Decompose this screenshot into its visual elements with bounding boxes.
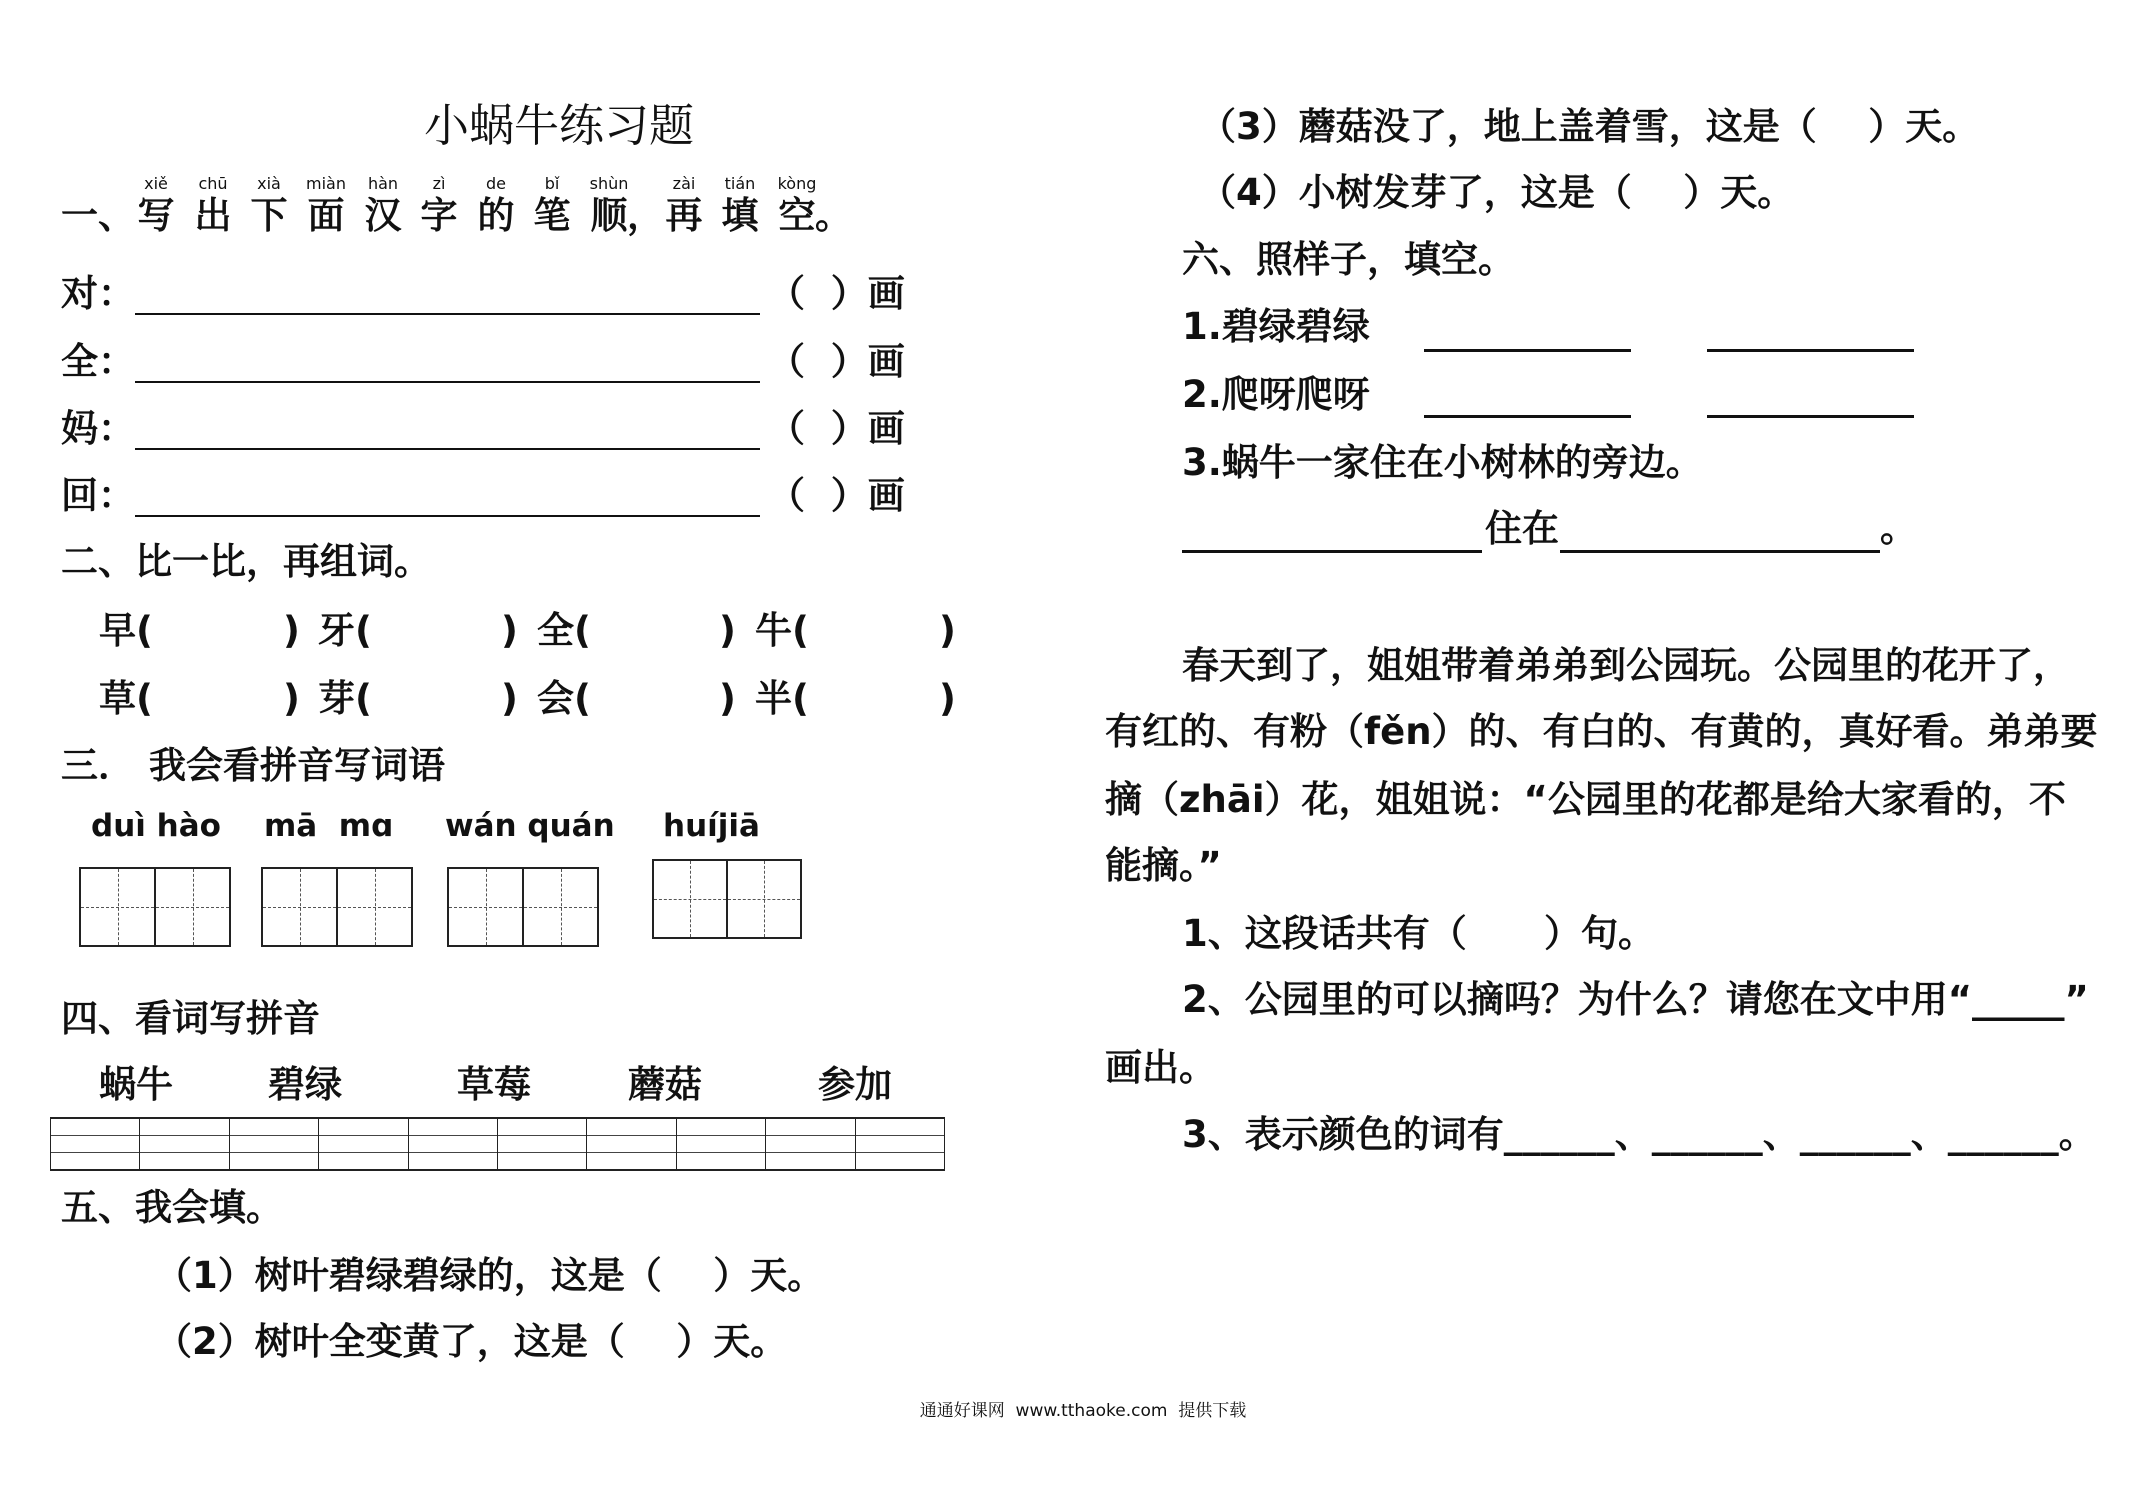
pinyin-four-line-grid <box>50 1117 945 1171</box>
stroke-count-label: （ ）画 <box>768 340 905 383</box>
heading-character: 写 <box>137 194 175 237</box>
word-to-transcribe: 碧绿 <box>268 1063 342 1106</box>
pinyin-grid-cell <box>766 1119 855 1169</box>
stroke-answer-line <box>135 313 760 315</box>
word-to-transcribe: 参加 <box>818 1063 892 1106</box>
ruby-pair <box>355 174 411 238</box>
ruby-pair <box>185 174 241 238</box>
close-paren: ) <box>283 609 300 652</box>
pinyin-annotation: shùn <box>589 174 629 193</box>
pinyin-annotation: xiě <box>144 174 168 193</box>
open-paren: ( <box>792 677 809 720</box>
pinyin-annotation: zài <box>672 174 696 193</box>
compare-char: 早 <box>99 609 136 652</box>
stroke-row-char: 全： <box>61 340 135 383</box>
open-paren: ( <box>355 677 372 720</box>
example-phrase: 2.爬呀爬呀 <box>1182 373 1370 416</box>
pinyin-annotation: xià <box>257 174 281 193</box>
heading-character: 笔 <box>533 194 571 237</box>
heading-character: 汉 <box>364 194 402 237</box>
tianzige-cell <box>263 869 336 945</box>
stroke-row-char: 妈： <box>61 407 135 450</box>
heading-character: 的 <box>477 194 515 237</box>
compare-char: 半 <box>755 677 792 720</box>
reading-question-2-continued: 画出。 <box>1105 1046 1216 1089</box>
pinyin-annotation: tián <box>724 174 756 193</box>
open-paren: ( <box>136 609 153 652</box>
compare-item <box>537 677 591 721</box>
pinyin-grid-cell <box>230 1119 319 1169</box>
tianzige-cell <box>449 869 522 945</box>
reading-question-2: 2、公园里的可以摘吗？为什么？请您在文中用“_____” <box>1182 978 2089 1021</box>
footer-credit: 通通好课网 www.tthaoke.com 提供下载 <box>919 1401 1247 1421</box>
section3-heading: 我会看拼音写词语 <box>149 744 445 787</box>
compare-item <box>755 677 809 721</box>
heading-character: 出 <box>194 194 232 237</box>
heading-character: 空 <box>778 194 816 237</box>
heading-character: 再 <box>665 194 703 237</box>
pinyin-grid-cell <box>409 1119 498 1169</box>
page-title: 小蜗牛练习题 <box>424 99 695 152</box>
close-paren: ) <box>501 677 518 720</box>
open-paren: ( <box>355 609 372 652</box>
tianzige-cell <box>336 869 411 945</box>
open-paren: ( <box>136 677 153 720</box>
pinyin-grid-cell <box>140 1119 229 1169</box>
pinyin-annotation: de <box>486 174 506 193</box>
compare-char: 芽 <box>318 677 355 720</box>
reading-question-1: 1、这段话共有（ ）句。 <box>1182 912 1656 955</box>
ruby-pair <box>411 174 467 238</box>
tianzige-box <box>447 867 599 947</box>
reading-paragraph-line: 能摘。” <box>1105 844 1222 887</box>
ruby-pair <box>524 174 580 238</box>
ruby-pair <box>298 174 354 238</box>
stroke-row-char: 对： <box>61 272 135 315</box>
pinyin-annotation: kòng <box>777 174 817 193</box>
pinyin-prompt: wán quán <box>445 808 615 844</box>
answer-blank-line <box>1182 550 1482 553</box>
close-paren: ) <box>283 677 300 720</box>
heading-comma: ， <box>627 194 664 237</box>
heading-character: 填 <box>721 194 759 237</box>
tianzige-box <box>79 867 231 947</box>
close-paren: ) <box>939 609 956 652</box>
example-phrase: 1.碧绿碧绿 <box>1182 305 1370 348</box>
section2-heading: 二、比一比，再组词。 <box>61 540 431 583</box>
pinyin-annotation: bǐ <box>544 174 560 193</box>
heading-character: 面 <box>307 194 345 237</box>
answer-blank-line <box>1424 415 1631 418</box>
pinyin-grid-cell <box>51 1119 140 1169</box>
reading-question-3: 3、表示颜色的词有______、______、______、______。 <box>1182 1113 2096 1156</box>
compare-item <box>99 677 153 721</box>
open-paren: ( <box>574 609 591 652</box>
open-paren: ( <box>574 677 591 720</box>
tianzige-cell <box>654 861 726 937</box>
section1-number: 一、 <box>61 194 135 237</box>
ruby-pair <box>656 174 712 238</box>
tianzige-cell <box>726 861 800 937</box>
compare-item <box>318 677 372 721</box>
ruby-pair <box>468 174 524 238</box>
pinyin-grid-cell <box>319 1119 408 1169</box>
pinyin-grid-cell <box>498 1119 587 1169</box>
compare-char: 全 <box>537 609 574 652</box>
pattern-end-text: 。 <box>1880 507 1917 550</box>
pinyin-prompt: mā mɑ <box>264 808 394 844</box>
fill-in-item: （1）树叶碧绿碧绿的，这是（ ）天。 <box>155 1254 825 1297</box>
tianzige-cell <box>522 869 597 945</box>
close-paren: ) <box>501 609 518 652</box>
section3-number: 三． <box>61 744 135 787</box>
close-paren: ) <box>719 609 736 652</box>
pinyin-grid-cell <box>677 1119 766 1169</box>
example-sentence: 3.蜗牛一家住在小树林的旁边。 <box>1182 441 1703 484</box>
reading-paragraph-line: 有红的、有粉（fěn）的、有白的、有黄的，真好看。弟弟要 <box>1105 710 2098 753</box>
heading-character: 字 <box>420 194 458 237</box>
pinyin-annotation: zì <box>432 174 446 193</box>
stroke-answer-line <box>135 515 760 517</box>
word-to-transcribe: 蜗牛 <box>99 1063 173 1106</box>
section4-heading: 四、看词写拼音 <box>61 997 320 1040</box>
section6-heading: 六、照样子，填空。 <box>1182 238 1515 281</box>
heading-period: 。 <box>815 194 852 237</box>
tianzige-cell <box>81 869 154 945</box>
compare-item <box>755 609 809 653</box>
stroke-count-label: （ ）画 <box>768 474 905 517</box>
ruby-pair <box>128 174 184 238</box>
compare-item <box>318 609 372 653</box>
stroke-row-char: 回： <box>61 474 135 517</box>
compare-char: 会 <box>537 677 574 720</box>
compare-char: 草 <box>99 677 136 720</box>
answer-blank-line <box>1424 349 1631 352</box>
answer-blank-line <box>1707 415 1914 418</box>
answer-blank-line <box>1560 550 1880 553</box>
tianzige-box <box>652 859 802 939</box>
fill-in-item: （4）小树发芽了，这是（ ）天。 <box>1199 171 1795 214</box>
word-to-transcribe: 草莓 <box>457 1063 531 1106</box>
pinyin-annotation: hàn <box>367 174 399 193</box>
ruby-pair <box>241 174 297 238</box>
tianzige-box <box>261 867 413 947</box>
answer-blank-line <box>1707 349 1914 352</box>
section5-heading: 五、我会填。 <box>61 1186 283 1229</box>
compare-item <box>537 609 591 653</box>
pinyin-prompt: duì hào <box>91 808 221 844</box>
pinyin-grid-cell <box>587 1119 676 1169</box>
stroke-answer-line <box>135 381 760 383</box>
pinyin-annotation: miàn <box>306 174 346 193</box>
close-paren: ) <box>719 677 736 720</box>
fill-in-item: （2）树叶全变黄了，这是（ ）天。 <box>155 1320 788 1363</box>
reading-paragraph-line: 摘（zhāi）花，姐姐说：“公园里的花都是给大家看的，不 <box>1105 778 2066 821</box>
compare-char: 牛 <box>755 609 792 652</box>
open-paren: ( <box>792 609 809 652</box>
stroke-count-label: （ ）画 <box>768 272 905 315</box>
stroke-count-label: （ ）画 <box>768 407 905 450</box>
compare-item <box>99 609 153 653</box>
pattern-middle-text: 住在 <box>1485 507 1559 550</box>
heading-character: 顺 <box>590 194 628 237</box>
stroke-answer-line <box>135 448 760 450</box>
fill-in-item: （3）蘑菇没了，地上盖着雪，这是（ ）天。 <box>1199 105 1980 148</box>
pinyin-grid-cell <box>856 1119 945 1169</box>
pinyin-annotation: chū <box>198 174 228 193</box>
heading-character: 下 <box>250 194 288 237</box>
compare-char: 牙 <box>318 609 355 652</box>
ruby-pair <box>712 174 768 238</box>
pinyin-prompt: huíjiā <box>663 808 760 844</box>
close-paren: ) <box>939 677 956 720</box>
tianzige-cell <box>154 869 229 945</box>
word-to-transcribe: 蘑菇 <box>628 1063 702 1106</box>
reading-paragraph-line: 春天到了，姐姐带着弟弟到公园玩。公园里的花开了， <box>1182 644 2070 687</box>
